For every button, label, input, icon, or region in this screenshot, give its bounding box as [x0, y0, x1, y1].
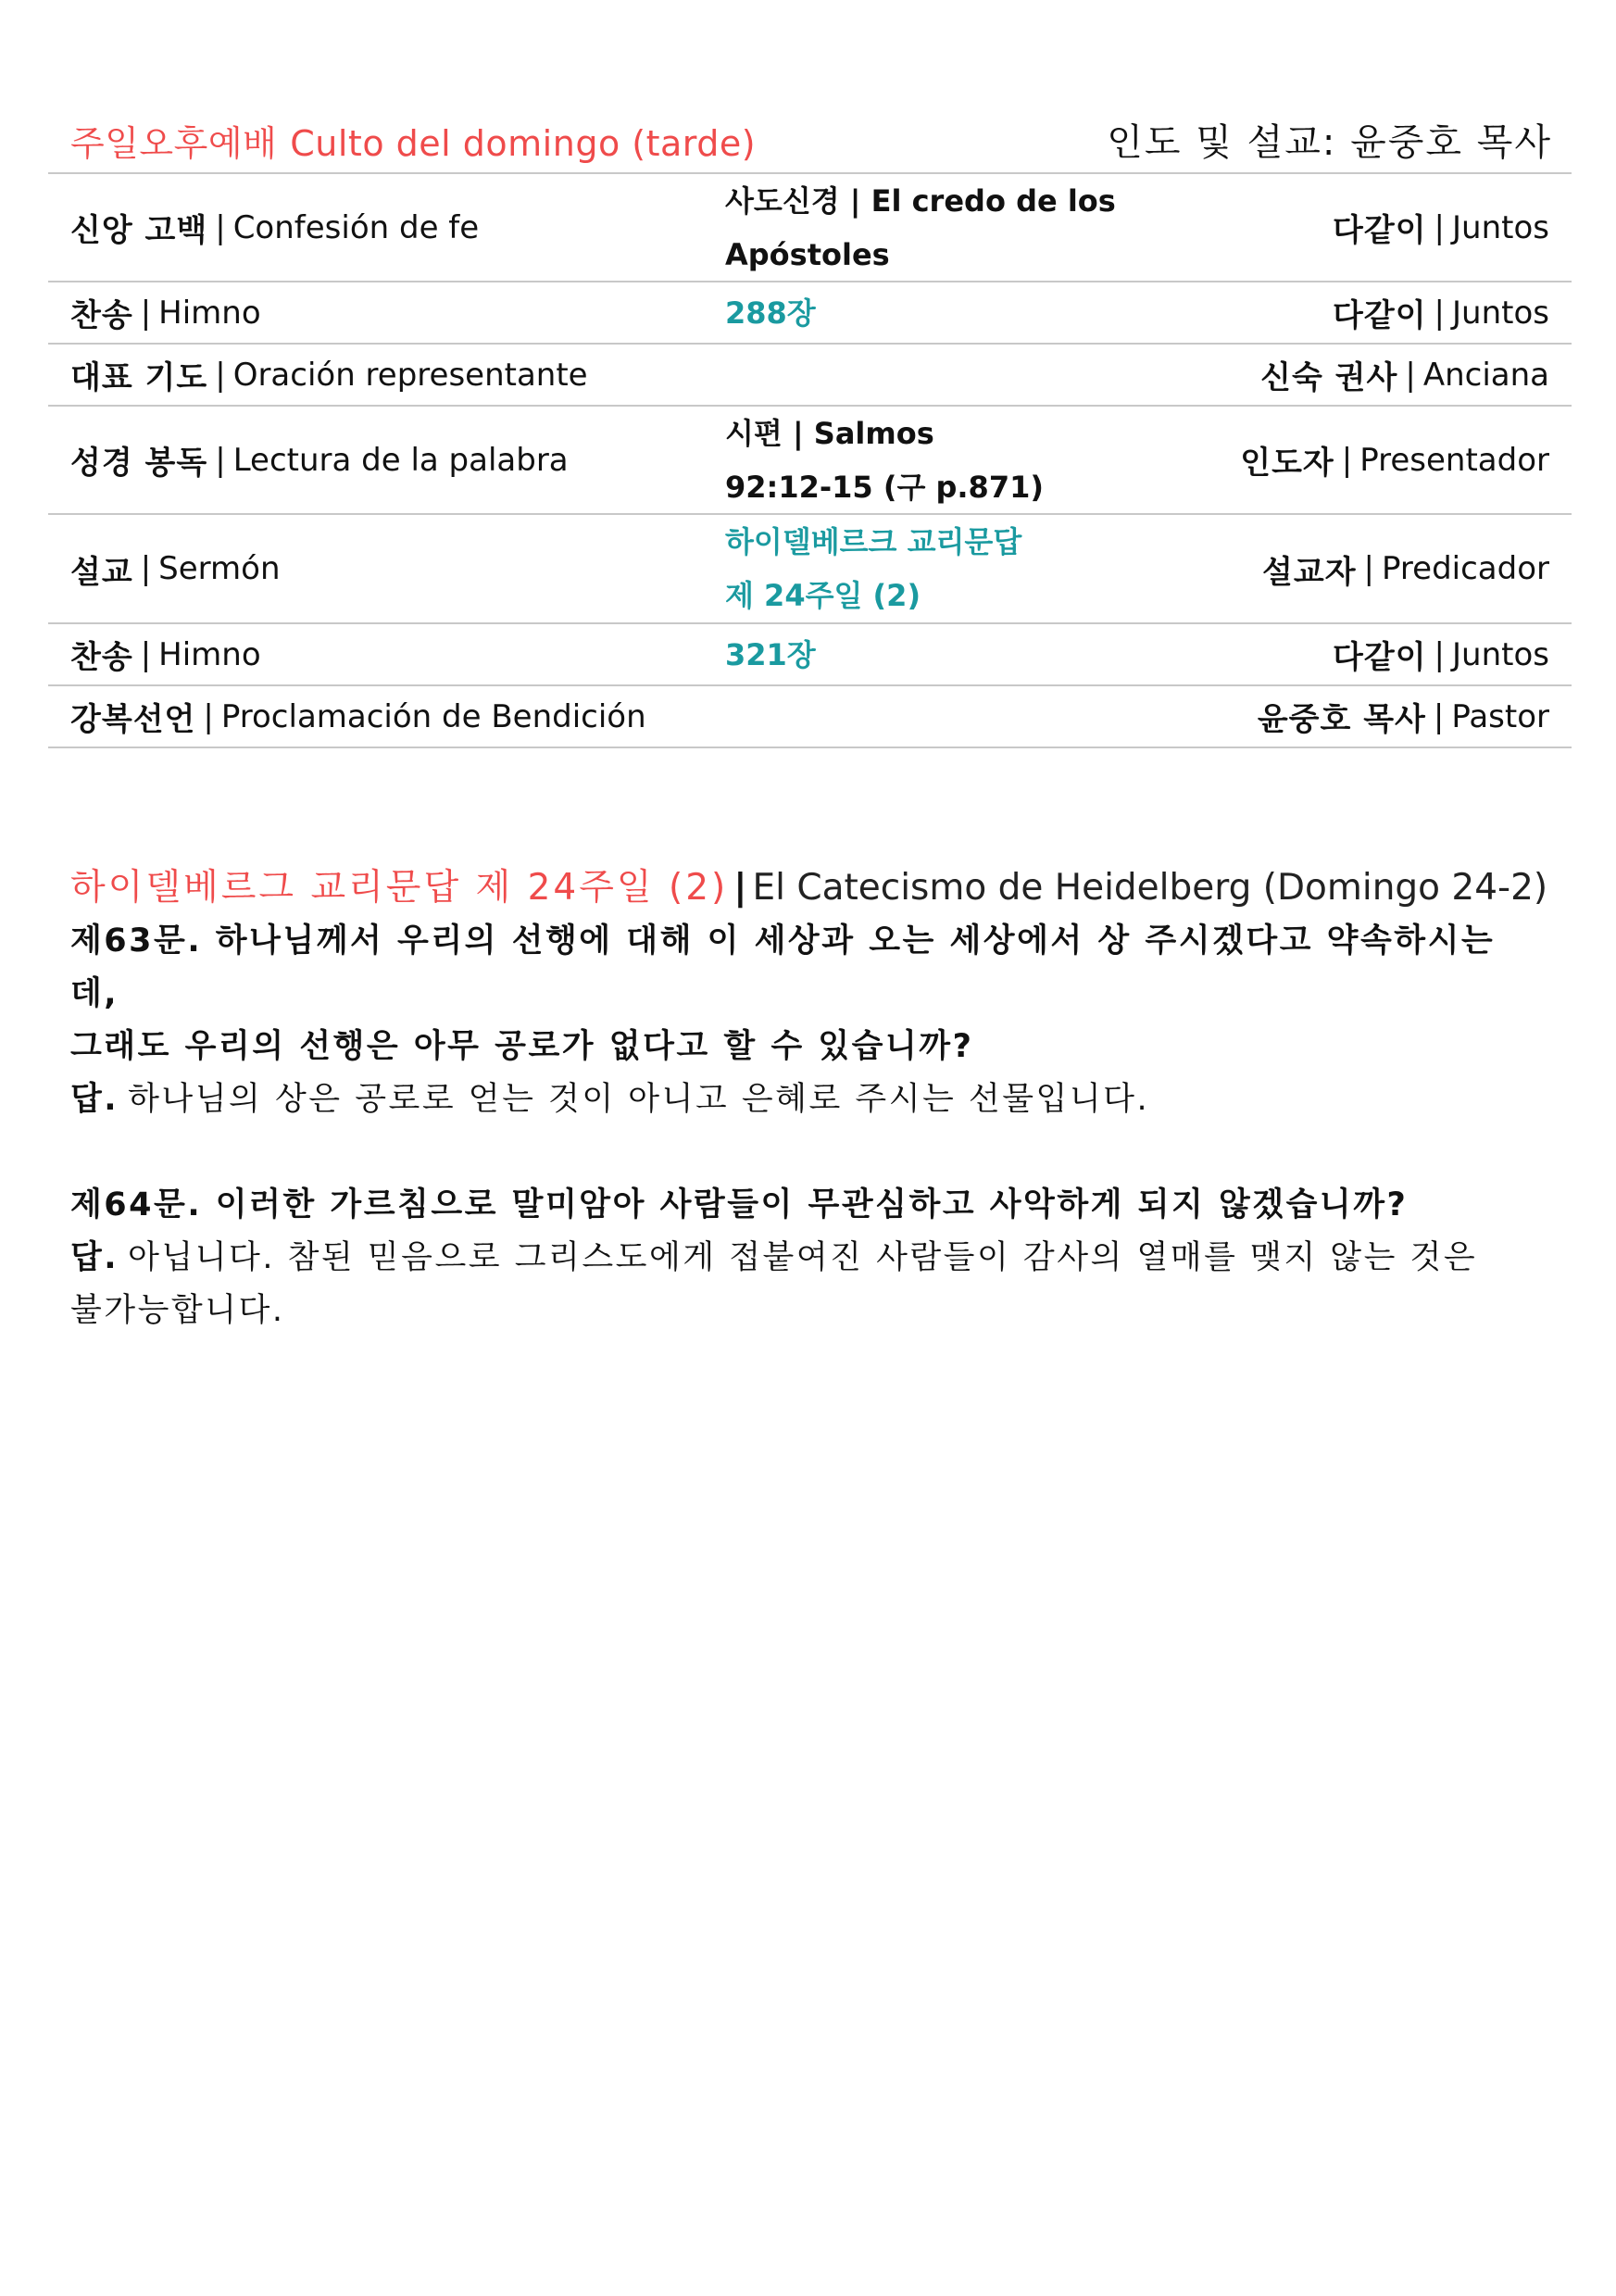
separator: |: [1434, 208, 1446, 246]
order-who-es: Presentador: [1359, 441, 1549, 479]
order-content-line1: 하이델베르크 교리문답: [725, 524, 1022, 559]
answer-64-line2: 불가능합니다.: [70, 1292, 285, 1329]
service-header: [70, 104, 1552, 170]
answer-64: [70, 1232, 1534, 1285]
separator: |: [203, 697, 214, 735]
separator: |: [215, 441, 226, 479]
separator: |: [140, 550, 152, 587]
answer-63: [70, 1073, 1534, 1126]
catechism-section: [70, 861, 1548, 1337]
order-item-ko: 찬송: [70, 297, 133, 334]
order-item: [70, 345, 588, 405]
service-title-ko: 주일오후예배: [70, 123, 278, 164]
order-item: [70, 515, 281, 622]
order-content-line1: 시편 | Salmos: [725, 415, 934, 451]
order-item-ko: 성경 봉독: [70, 445, 208, 482]
order-item-ko: 설교: [70, 553, 133, 591]
catechism-heading-separator: |: [733, 867, 747, 909]
answer-label: 답.: [70, 1239, 119, 1276]
separator: |: [1434, 635, 1446, 673]
order-content: [725, 407, 1123, 513]
service-title: [70, 115, 756, 166]
separator: |: [1341, 441, 1353, 479]
order-item-es: Himno: [158, 635, 261, 673]
order-item-es: Proclamación de Bendición: [220, 697, 646, 735]
order-item-ko: 강복선언: [70, 701, 196, 738]
spacer: [70, 1126, 1534, 1179]
order-who: [1240, 407, 1549, 513]
order-who-es: Predicador: [1382, 550, 1549, 587]
separator: |: [1433, 697, 1445, 735]
answer-label: 답.: [70, 1081, 119, 1118]
service-title-es: Culto del domingo (tarde): [290, 123, 757, 164]
order-row-hymn-1: [48, 282, 1572, 345]
catechism-heading: [70, 861, 1548, 915]
order-item: [70, 624, 261, 684]
order-item-ko: 신앙 고백: [70, 212, 208, 249]
order-row-confession: [48, 174, 1572, 282]
order-row-sermon: [48, 515, 1572, 624]
order-content-line2: 92:12-15 (구 p.871): [725, 469, 1044, 505]
order-row-benediction: [48, 686, 1572, 748]
order-content-line1: 288장: [725, 295, 816, 331]
order-item-ko: 대표 기도: [70, 359, 208, 396]
order-item: [70, 407, 569, 513]
question-63-line1: 제63문. 하나님께서 우리의 선행에 대해 이 세상과 오는 세상에서 상 주시겠다고 약속하시는데,: [70, 922, 1496, 1012]
order-who-ko: 인도자: [1240, 445, 1334, 482]
order-content: [725, 624, 1123, 684]
answer-63-text: 하나님의 상은 공로로 얻는 것이 아니고 은혜로 주시는 선물입니다.: [128, 1081, 1150, 1118]
order-who-ko: 설교자: [1262, 553, 1357, 591]
order-who-es: Juntos: [1452, 294, 1549, 332]
question-63-line2: 그래도 우리의 선행은 아무 공로가 없다고 할 수 있습니까?: [70, 1028, 974, 1065]
order-who-ko: 다같이: [1333, 212, 1427, 249]
order-who-es: Juntos: [1452, 208, 1549, 246]
order-who-ko: 윤중호 목사: [1257, 701, 1426, 738]
separator: |: [140, 294, 152, 332]
separator: |: [1363, 550, 1375, 587]
separator: |: [1434, 294, 1446, 332]
order-who: [1333, 174, 1549, 281]
answer-64-line1: 아닙니다. 참된 믿음으로 그리스도에게 접붙여진 사람들이 감사의 열매를 맺지 않는 것은: [128, 1239, 1478, 1276]
order-content: [725, 174, 1123, 281]
question-64: 제64문. 이러한 가르침으로 말미암아 사람들이 무관심하고 사악하게 되지 않겠습니까?: [70, 1186, 1409, 1223]
order-row-hymn-2: [48, 624, 1572, 686]
order-row-prayer: [48, 345, 1572, 407]
order-item-ko: 찬송: [70, 639, 133, 676]
order-item-es: Lectura de la palabra: [232, 441, 569, 479]
order-item-es: Sermón: [158, 550, 281, 587]
order-who-es: Pastor: [1451, 697, 1549, 735]
order-content: [725, 515, 1123, 622]
order-who: [1333, 624, 1549, 684]
order-who: [1262, 515, 1549, 622]
separator: |: [140, 635, 152, 673]
separator: |: [1405, 356, 1416, 394]
order-who-es: Anciana: [1422, 356, 1549, 394]
order-who: [1258, 686, 1549, 747]
order-item-es: Confesión de fe: [232, 208, 480, 246]
order-row-scripture: [48, 407, 1572, 515]
order-who-ko: 다같이: [1333, 639, 1427, 676]
order-who-ko: 다같이: [1333, 297, 1427, 334]
catechism-heading-es: El Catecismo de Heidelberg (Domingo 24-2): [752, 867, 1548, 909]
service-leader: 인도 및 설교: 윤중호 목사: [1107, 121, 1552, 164]
catechism-heading-ko: 하이델베르그 교리문답 제 24주일 (2): [70, 867, 729, 909]
separator: |: [215, 356, 226, 394]
order-who-es: Juntos: [1452, 635, 1549, 673]
order-content-line1: 사도신경 | El credo de los: [725, 182, 1116, 219]
order-content-line2: Apóstoles: [725, 236, 890, 272]
qa-63: [70, 915, 1534, 1126]
qa-64: [70, 1179, 1534, 1337]
order-content-line2: 제 24주일 (2): [725, 578, 921, 613]
order-item: [70, 686, 646, 747]
order-item: [70, 282, 261, 343]
order-of-worship-table: [48, 172, 1572, 748]
order-who: [1260, 345, 1549, 405]
order-who: [1333, 282, 1549, 343]
order-item: [70, 174, 479, 281]
order-who-ko: 신숙 권사: [1260, 359, 1398, 396]
order-content: [725, 282, 1123, 343]
order-item-es: Himno: [158, 294, 261, 332]
order-item-es: Oración representante: [232, 356, 588, 394]
separator: |: [215, 208, 226, 246]
order-content-line1: 321장: [725, 636, 816, 672]
